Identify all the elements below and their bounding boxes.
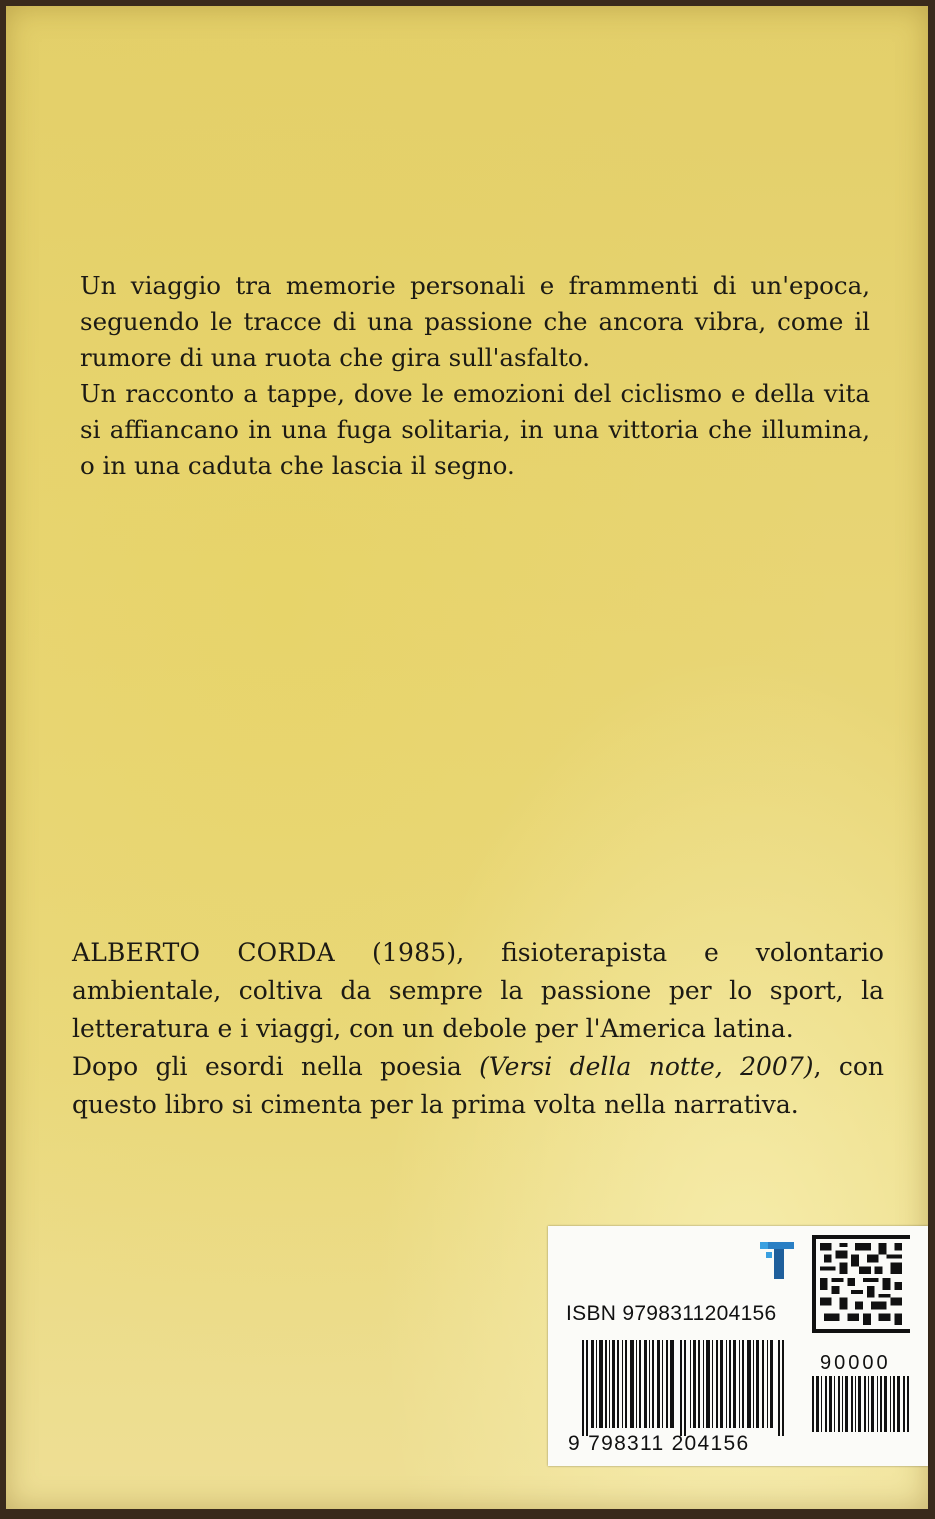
author-bio-paragraph-2 <box>72 1048 884 1124</box>
author-bio-text: , fisioterapista e volontario ambientale, coltiva da sempre la passione per lo sport, la letteratura e i viaggi, con un debole per l'America latina. <box>72 938 884 1043</box>
publisher-logo-icon <box>758 1236 798 1284</box>
book-blurb <box>80 268 870 484</box>
author-bio-paragraph-1 <box>72 934 884 1048</box>
back-cover <box>6 6 928 1509</box>
isbn-label: ISBN 9798311204156 <box>566 1302 777 1325</box>
qr-code-icon <box>812 1234 910 1334</box>
author-name: ALBERTO CORDA (1985) <box>72 938 457 967</box>
blurb-paragraph-1: Un viaggio tra memorie personali e frammenti di un'epoca, seguendo le tracce di una passione che ancora vibra, come il rumore di una ruota che gira sull'asfalto. <box>80 271 870 372</box>
addon-digits: 90000 <box>820 1352 891 1374</box>
debut-suffix: , con questo libro si cimenta per la prima volta nella narrativa. <box>72 1052 884 1119</box>
isbn-barcode <box>582 1340 786 1436</box>
isbn-digits: 9 798311 204156 <box>568 1432 750 1455</box>
blurb-paragraph-2: Un racconto a tappe, dove le emozioni del ciclismo e della vita si affiancano in una fuga solitaria, in una vittoria che illumina, o in una caduta che lascia il segno. <box>80 379 870 480</box>
barcode-label <box>548 1226 928 1466</box>
addon-barcode <box>812 1376 910 1432</box>
debut-title: (Versi della notte, 2007) <box>479 1052 814 1081</box>
author-bio <box>72 934 884 1124</box>
debut-prefix: Dopo gli esordi nella poesia <box>72 1052 480 1081</box>
